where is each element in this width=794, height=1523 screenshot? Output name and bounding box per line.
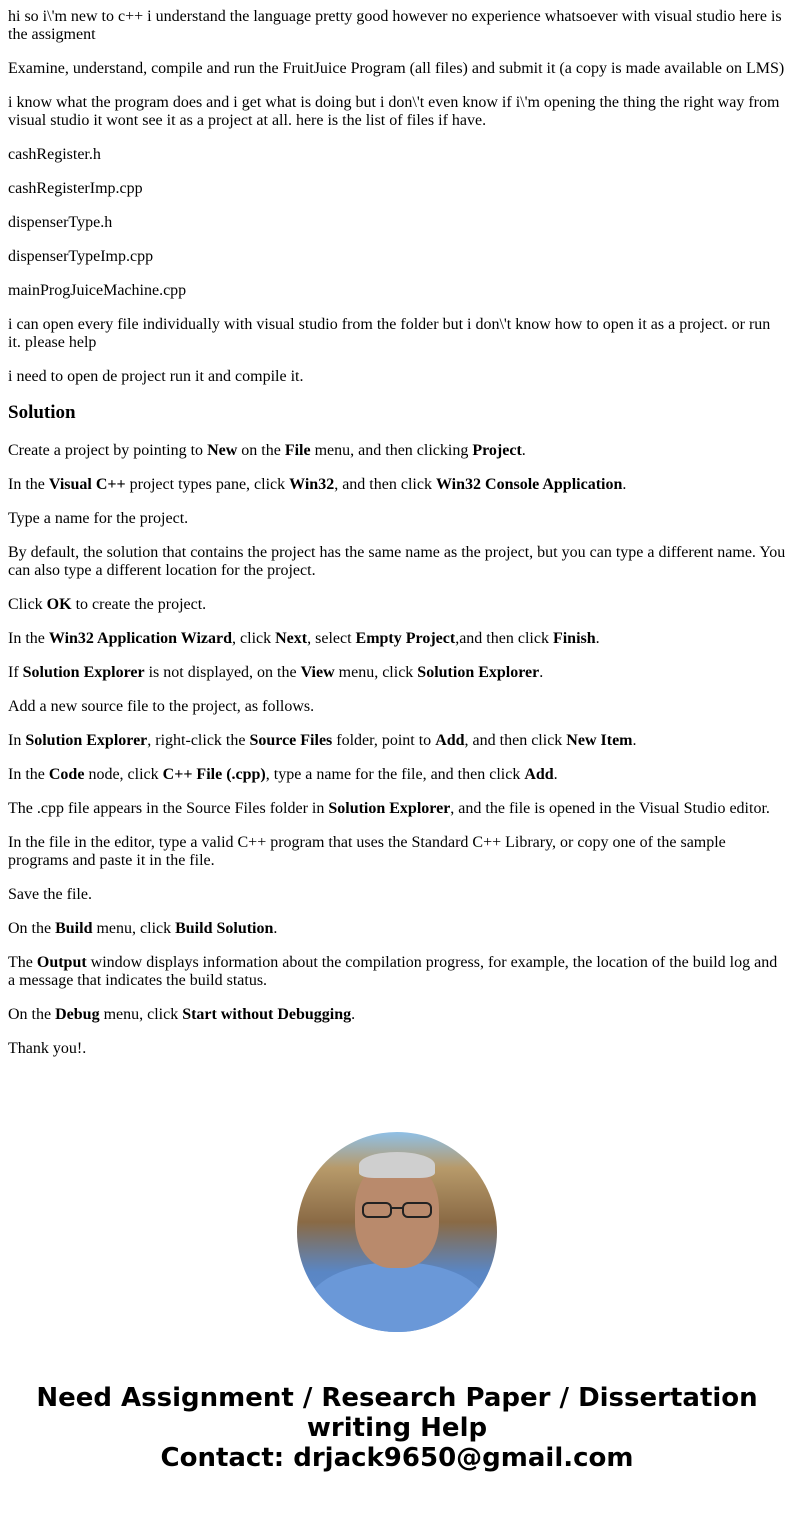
text-segment: Thank you!. [8,1040,87,1057]
text-segment: , and then click [334,476,436,493]
question-paragraph [8,8,786,44]
bold-term: Debug [55,1006,100,1023]
text-segment: The .cpp file appears in the Source Files folder in [8,800,329,817]
solution-paragraph [8,510,786,528]
text-segment: In the [8,766,49,783]
text-segment: on the [237,442,285,459]
solution-paragraph [8,834,786,870]
text-segment: . [632,732,637,749]
text-segment: window displays information about the compilation progress, for example, the location of the build log and a message that indicates the build status. [8,954,778,989]
text-segment: , click [232,630,276,647]
bold-term: Next [275,630,308,647]
text-segment: hi so i\'m new to c++ i understand the language pretty good however no experience whatsoever with visual studio here is the assigment [8,8,782,43]
text-segment: cashRegisterImp.cpp [8,180,143,197]
text-segment: . [539,664,544,681]
solution-paragraph [8,596,786,614]
question-section [8,8,786,386]
text-segment: dispenserType.h [8,214,113,231]
text-segment: menu, and then clicking [310,442,473,459]
text-segment: . [595,630,600,647]
bold-term: Build [55,920,93,937]
text-segment: . [351,1006,356,1023]
text-segment: menu, click [99,1006,183,1023]
question-paragraph [8,368,786,386]
bold-term: Source Files [249,732,333,749]
bold-term: File [284,442,311,459]
text-segment: By default, the solution that contains the project has the same name as the project, but you can type a different name. You can also type a different location for the project. [8,544,786,579]
bold-term: C++ File (.cpp) [162,766,266,783]
text-segment: dispenserTypeImp.cpp [8,248,154,265]
text-segment: , and the file is opened in the Visual Studio editor. [450,800,770,817]
text-segment: In the [8,476,49,493]
solution-paragraph [8,544,786,580]
solution-paragraph [8,800,786,818]
bold-term: Solution Explorer [25,732,148,749]
solution-paragraph [8,630,786,648]
solution-paragraph [8,766,786,784]
text-segment: Click [8,596,47,613]
solution-paragraph [8,476,786,494]
solution-paragraph [8,886,786,904]
bold-term: Project [472,442,522,459]
bold-term: Add [524,766,554,783]
solution-paragraph [8,1006,786,1024]
avatar-hair [359,1152,435,1178]
solution-paragraph [8,698,786,716]
question-paragraph [8,60,786,78]
text-segment: . [273,920,278,937]
footer-contact-email: Contact: drjack9650@gmail.com [160,1443,634,1473]
text-segment: project types pane, click [125,476,290,493]
text-segment: i know what the program does and i get what is doing but i don\'t even know if i\'m opening the thing the right way from visual studio it wont see it as a project at all. here is the list of files if have. [8,94,780,129]
text-segment: On the [8,920,56,937]
text-segment: , select [307,630,356,647]
bold-term: Add [435,732,465,749]
bold-term: New Item [566,732,633,749]
text-segment: Save the file. [8,886,92,903]
bold-term: Solution Explorer [22,664,145,681]
text-segment: folder, point to [332,732,436,749]
bold-term: Win32 [289,476,335,493]
bold-term: Win32 Application Wizard [48,630,233,647]
bold-term: Start without Debugging [182,1006,352,1023]
footer-help-text: Need Assignment / Research Paper / Dissertation writing Help [36,1383,758,1443]
bold-term: Solution Explorer [328,800,451,817]
question-paragraph [8,282,786,300]
question-paragraph [8,214,786,232]
bold-term: OK [46,596,72,613]
text-segment: . [622,476,627,493]
solution-paragraph [8,1040,786,1058]
text-segment: cashRegister.h [8,146,101,163]
solution-paragraph [8,442,786,460]
bold-term: Build Solution [175,920,274,937]
text-segment: ,and then click [455,630,553,647]
bold-term: Output [36,954,87,971]
text-segment: i can open every file individually with visual studio from the folder but i don\'t know how to open it as a project. or run it. please help [8,316,771,351]
question-paragraph [8,146,786,164]
text-segment: On the [8,1006,56,1023]
bold-term: Solution Explorer [417,664,540,681]
text-segment: Add a new source file to the project, as follows. [8,698,315,715]
text-segment: In the [8,630,49,647]
text-segment: Create a project by pointing to [8,442,208,459]
bold-term: New [207,442,238,459]
solution-paragraph [8,954,786,990]
text-segment: is not displayed, on the [144,664,301,681]
text-segment: If [8,664,23,681]
text-segment: . [553,766,558,783]
solution-paragraph [8,664,786,682]
bold-term: Win32 Console Application [435,476,623,493]
text-segment: , and then click [464,732,567,749]
text-segment: mainProgJuiceMachine.cpp [8,282,187,299]
bold-term: Visual C++ [48,476,126,493]
text-segment: to create the project. [71,596,207,613]
text-segment: . [521,442,526,459]
bold-term: Finish [552,630,596,647]
text-segment: Examine, understand, compile and run the FruitJuice Program (all files) and submit it (a copy is made available on LMS) [8,60,785,77]
text-segment: In the file in the editor, type a valid C++ program that uses the Standard C++ Library, or copy one of the sample programs and paste it in the file. [8,834,726,869]
bold-term: Code [48,766,85,783]
bold-term: View [300,664,335,681]
question-paragraph [8,94,786,130]
question-paragraph [8,316,786,352]
text-segment: i need to open de project run it and compile it. [8,368,304,385]
solution-paragraph [8,920,786,938]
question-paragraph [8,248,786,266]
bold-term: Empty Project [355,630,456,647]
text-segment: In [8,732,26,749]
avatar-shirt [307,1262,487,1332]
author-photo-container [0,1132,794,1332]
text-segment: The [8,954,37,971]
text-segment: menu, click [334,664,418,681]
solution-heading: Solution [8,402,76,423]
solution-paragraph [8,732,786,750]
text-segment: , type a name for the file, and then click [265,766,525,783]
solution-section [8,442,786,1058]
contact-footer [0,1383,794,1473]
text-segment: node, click [84,766,163,783]
author-avatar [297,1132,497,1332]
text-segment: Type a name for the project. [8,510,189,527]
avatar-glasses-icon [359,1200,435,1220]
text-segment: menu, click [92,920,176,937]
text-segment: , right-click the [147,732,250,749]
question-paragraph [8,180,786,198]
